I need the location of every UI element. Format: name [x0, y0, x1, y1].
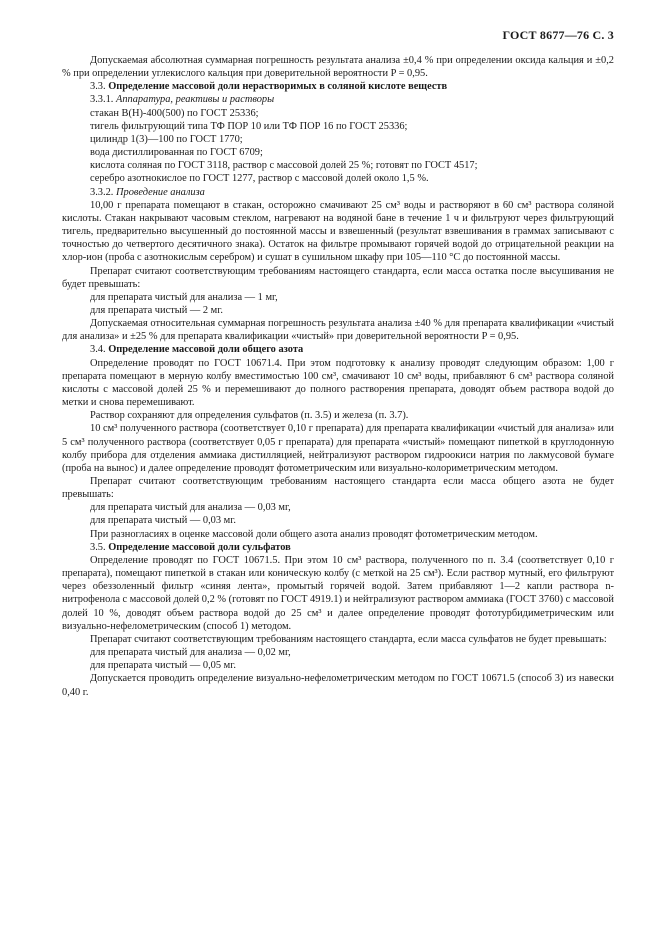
subsection-heading-3-3-1 [62, 93, 614, 106]
section-title: Определение массовой доли общего азота [108, 344, 304, 356]
paragraph: 10,00 г препарата помещают в стакан, осторожно смачивают 25 см³ воды и растворяют в 60 см³ раствора соляной кислоты. Стакан накрывают часовым стеклом, нагревают на водяной бане в течение 1 ч и фильтруют через фильтрующий тигель, предварительно высушенный до постоянной массы и взвешенный (результат взвешивания в граммах записывают с точностью до четвертого десятичного знака). Остаток на фильтре промывают горячей водой до отрицательной реакции на хлор-ион (проба с азотнокислым серебром) и сушат в сушильном шкафу при 105—110 °С до постоянной массы. [62, 199, 614, 264]
paragraph: Препарат считают соответствующим требованиям настоящего стандарта если масса общего азота не будет превышать: [62, 476, 614, 501]
paragraph: Препарат считают соответствующим требованиям настоящего стандарта, если масса остатка после высушивания не будет превышать: [62, 265, 614, 290]
paragraph: Раствор сохраняют для определения сульфатов (п. 3.5) и железа (п. 3.7). [90, 410, 409, 422]
paragraph: Допускаемая относительная суммарная погрешность результата анализа ±40 % для препарата квалификации «чистый для анализа» и ±25 % для препарата квалификации «чистый» при доверительной вероятности P = 0,95. [62, 318, 614, 343]
section-number: 3.3. [90, 81, 106, 93]
page-header: ГОСТ 8677—76 С. 3 [502, 28, 614, 42]
limit-item: для препарата чистый — 0,03 мг. [90, 515, 236, 527]
section-heading-3-4 [62, 343, 614, 356]
section-heading-3-5 [62, 541, 614, 554]
limit-item: для препарата чистый — 2 мг. [90, 304, 223, 316]
paragraph: Определение проводят по ГОСТ 10671.4. При этом подготовку к анализу проводят следующим образом: 1,00 г препарата помещают в мерную колбу вместимостью 100 см³, смачивают 10 см³ воды, прибавляют 6 см³ раствора соляной кислоты с массовой долей 25 % и перемешивают до полного растворения препарата, доводят объем раствора водой до метки и снова перемешивают. [62, 357, 614, 409]
subsection-title: Аппаратура, реактивы и растворы [116, 94, 275, 106]
limit-item: для препарата чистый для анализа — 0,03 мг, [90, 502, 291, 514]
section-title: Определение массовой доли нерастворимых в соляной кислоте веществ [108, 81, 448, 93]
subsection-heading-3-3-2 [62, 186, 614, 199]
limit-item: для препарата чистый для анализа — 1 мг, [90, 291, 278, 303]
paragraph: Препарат считают соответствующим требованиям настоящего стандарта, если масса сульфатов не будет превышать: [90, 633, 607, 645]
paragraph: Допускается проводить определение визуально-нефелометрическим методом по ГОСТ 10671.5 (способ 3) из навески 0,40 г. [62, 673, 614, 698]
list-item: серебро азотнокислое по ГОСТ 1277, раствор с массовой долей около 1,5 %. [90, 173, 429, 185]
section-number: 3.5. [90, 541, 106, 553]
list-item: цилиндр 1(3)—100 по ГОСТ 1770; [90, 133, 243, 145]
limit-item: для препарата чистый — 0,05 мг. [90, 660, 236, 672]
section-title: Определение массовой доли сульфатов [108, 541, 291, 553]
list-item: вода дистиллированная по ГОСТ 6709; [90, 147, 263, 159]
subsection-number: 3.3.1. [90, 94, 114, 106]
subsection-title: Проведение анализа [116, 186, 205, 198]
paragraph: Допускаемая абсолютная суммарная погрешность результата анализа ±0,4 % при определении оксида кальция и ±0,2 % при определении углекислого кальция при доверительной вероятности P = 0,95. [62, 55, 614, 80]
list-item: стакан В(Н)-400(500) по ГОСТ 25336; [90, 107, 259, 119]
list-item: кислота соляная по ГОСТ 3118, раствор с массовой долей 25 %; готовят по ГОСТ 4517; [90, 160, 478, 172]
section-heading-3-3 [62, 80, 614, 93]
section-number: 3.4. [90, 344, 106, 356]
paragraph: Определение проводят по ГОСТ 10671.5. При этом 10 см³ раствора, полученного по п. 3.4 (соответствует 0,10 г препарата), помещают пипеткой в стакан или коническую колбу (с меткой на 25 см³). Если раствор мутный, его фильтруют через обеззоленный фильтр «синяя лента», промытый горячей водой. Затем прибавляют 1—2 капли раствора n-нитрофенола с массовой долей 0,2 % (готовят по ГОСТ 4919.1) и нейтрализуют раствором аммиака (ГОСТ 3760) с массовой долей 10 %, доводят объем раствора водой до 25 см³ и далее определение проводят фототурбидиметрическим или визуально-нефелометрическим (способ 1) методом. [62, 554, 614, 632]
subsection-number: 3.3.2. [90, 186, 114, 198]
limit-item: для препарата чистый для анализа — 0,02 мг, [90, 647, 291, 659]
paragraph: 10 см³ полученного раствора (соответствует 0,10 г препарата) для препарата квалификации «чистый для анализа» или 5 см³ полученного раствора (соответствует 0,05 г препарата) для препарата «чистый» помещают пипеткой в круглодонную колбу прибора для отделения аммиака дистилляцией, нейтрализуют раствором гидроокиси натрия по лакмусовой бумаге (проба на вынос) и далее определение проводят фотометрическим или визуально-колориметрическим методом. [62, 423, 614, 474]
document-body [62, 54, 614, 699]
paragraph: При разногласиях в оценке массовой доли общего азота анализ проводят фотометрическим методом. [90, 528, 538, 540]
list-item: тигель фильтрующий типа ТФ ПОР 10 или ТФ ПОР 16 по ГОСТ 25336; [90, 120, 408, 132]
